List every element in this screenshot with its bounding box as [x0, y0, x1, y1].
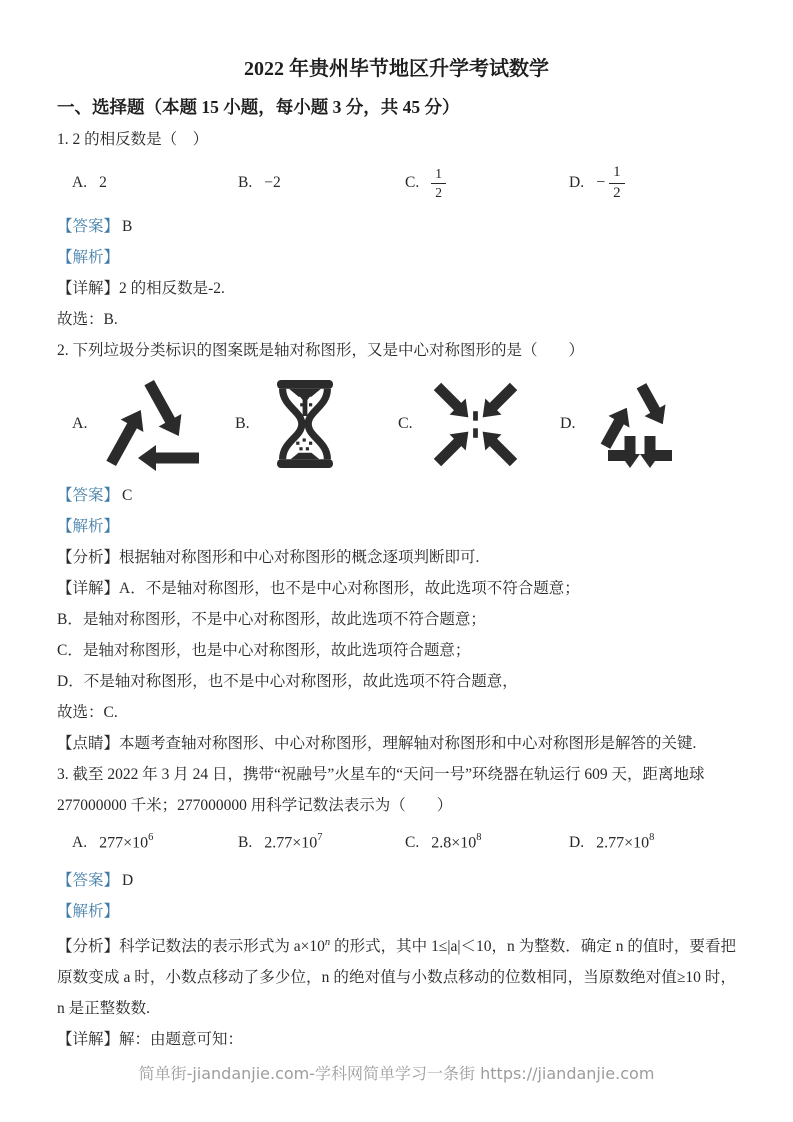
detail-marker: 【详解】	[57, 280, 120, 297]
q3-option-c	[405, 833, 569, 852]
q2-detail-line-a	[57, 573, 736, 604]
sci-exponent: 8	[476, 832, 482, 844]
option-label: A.	[72, 174, 88, 191]
sci-base: 2.77×10	[596, 834, 650, 852]
q2-breakdown-line	[57, 542, 736, 573]
q1-option-a	[72, 174, 238, 192]
q2-analysis-line	[57, 511, 736, 542]
q2-option-d	[560, 374, 736, 474]
option-label: D.	[560, 415, 576, 432]
q2-detail-line-d: D．不是轴对称图形，也不是中心对称图形，故此选项不符合题意，	[57, 673, 518, 690]
q1-conclusion-line: 故选：B.	[57, 311, 118, 328]
breakdown-text-2: 的形式，其中 1≤|a|＜10，n 为整数．确定 n 的值时，要看把原数变成 a 时，小数点移动了多少位，n 的绝对值与小数点移动的位数相同，当原数绝对值≥10 时，n 是正整数数.	[57, 938, 736, 1018]
q1-answer-line	[57, 211, 736, 242]
q1-option-c	[405, 166, 569, 200]
breakdown-marker: 【分析】	[57, 938, 120, 956]
answer-value: D	[122, 872, 134, 889]
q3-option-b	[238, 833, 405, 852]
sci-base: 277×10	[99, 834, 149, 852]
q3-breakdown-line	[57, 927, 736, 1024]
note-text: 本题考查轴对称图形、中心对称图形，理解轴对称图形和中心对称图形是解答的关键.	[119, 735, 697, 752]
option-label: B.	[238, 174, 253, 191]
option-label: D.	[569, 833, 585, 851]
breakdown-text: 根据轴对称图形和中心对称图形的概念逐项判断即可.	[119, 549, 480, 566]
option-value: 2	[99, 174, 107, 191]
sci-exponent: 7	[317, 832, 323, 844]
hourglass-icon	[265, 373, 345, 475]
detail-marker: 【详解】	[57, 1031, 120, 1049]
section-heading: 一、选择题（本题 15 小题，每小题 3 分，共 45 分）	[57, 97, 460, 117]
detail-text: A．不是轴对称图形，也不是中心对称图形，故此选项不符合题意；	[119, 580, 580, 597]
q3-option-a	[72, 833, 238, 852]
sci-base: 2.77×10	[264, 834, 318, 852]
answer-marker: 【答案】	[57, 872, 120, 889]
fraction-numerator: 1	[609, 164, 625, 183]
fraction-denominator: 2	[613, 184, 621, 201]
answer-marker: 【答案】	[57, 218, 120, 235]
breakdown-text-1: 科学记数法的表示形式为 a×10	[119, 938, 325, 956]
option-label: C.	[405, 174, 420, 191]
q3-analysis-line	[57, 896, 736, 927]
option-value: −2	[264, 174, 281, 191]
option-label: C.	[398, 415, 413, 432]
q3-detail-line	[57, 1024, 736, 1055]
q2-options-row	[57, 368, 736, 480]
q3-stem-line1: 3. 截至 2022 年 3 月 24 日，携带“祝融号”火星车的“天问一号”环绕器在轨运行 609 天，距离地球	[57, 766, 705, 783]
option-value	[99, 833, 153, 852]
q1-option-b	[238, 174, 405, 192]
q3-stem	[57, 759, 736, 821]
q2-option-a	[72, 376, 235, 472]
detail-marker: 【详解】	[57, 580, 120, 597]
option-label: A.	[72, 833, 88, 851]
q3-answer-line	[57, 865, 736, 896]
breakdown-marker: 【分析】	[57, 549, 120, 566]
answer-marker: 【答案】	[57, 487, 120, 504]
option-value	[431, 833, 481, 852]
q3-option-d	[569, 833, 736, 852]
q2-conclusion-line: 故选：C.	[57, 704, 118, 721]
option-label: B.	[235, 415, 250, 432]
sci-exponent: 6	[148, 832, 154, 844]
q1-options-row	[57, 155, 736, 211]
q2-detail-line-b: B．是轴对称图形，不是中心对称图形，故此选项不符合题意；	[57, 611, 486, 628]
q2-option-b	[235, 373, 398, 475]
exponent-n: n	[324, 937, 331, 948]
fraction	[431, 166, 446, 200]
q3-stem-line2: 277000000 千米；277000000 用科学记数法表示为（ ）	[57, 797, 453, 814]
fraction-denominator: 2	[435, 184, 442, 200]
detail-text: 解：由题意可知：	[119, 1031, 244, 1049]
watermark-footer: 简单街-jiandanjie.com-学科网简单学习一条街 https://jiandanjie.com	[138, 1064, 655, 1083]
q1-analysis-line	[57, 242, 736, 273]
q1-detail-line	[57, 273, 736, 304]
q2-answer-line	[57, 480, 736, 511]
q1-option-d	[569, 164, 736, 202]
answer-value: B	[122, 218, 133, 235]
q2-option-c	[398, 377, 560, 472]
option-label: D.	[569, 174, 585, 191]
answer-value: C	[122, 487, 133, 504]
analysis-marker: 【解析】	[57, 518, 120, 535]
q2-detail-line-c: C．是轴对称图形，也是中心对称图形，故此选项符合题意；	[57, 642, 471, 659]
q3-options-row	[57, 821, 736, 865]
analysis-marker: 【解析】	[57, 249, 120, 266]
analysis-marker: 【解析】	[57, 903, 120, 920]
q1-stem: 1. 2 的相反数是（ ）	[57, 131, 209, 148]
sci-exponent: 8	[649, 832, 655, 844]
detail-text: 2 的相反数是-2.	[119, 280, 225, 297]
exam-title: 2022 年贵州毕节地区升学考试数学	[244, 58, 549, 80]
option-label: C.	[405, 833, 420, 851]
recycle-variant-icon	[590, 374, 690, 474]
arrows-converge-icon	[428, 377, 523, 472]
minus-sign: −	[596, 174, 606, 191]
fraction-numerator: 1	[431, 166, 446, 184]
fraction	[609, 164, 625, 202]
q2-stem: 2. 下列垃圾分类标识的图案既是轴对称图形，又是中心对称图形的是（ ）	[57, 342, 585, 359]
recycle-triangle-icon	[102, 376, 202, 472]
option-label: A.	[72, 415, 88, 432]
note-marker: 【点睛】	[57, 735, 120, 752]
option-value	[264, 833, 322, 852]
q2-note-line	[57, 728, 736, 759]
sci-base: 2.8×10	[431, 834, 477, 852]
option-value	[596, 833, 654, 852]
option-label: B.	[238, 833, 253, 851]
